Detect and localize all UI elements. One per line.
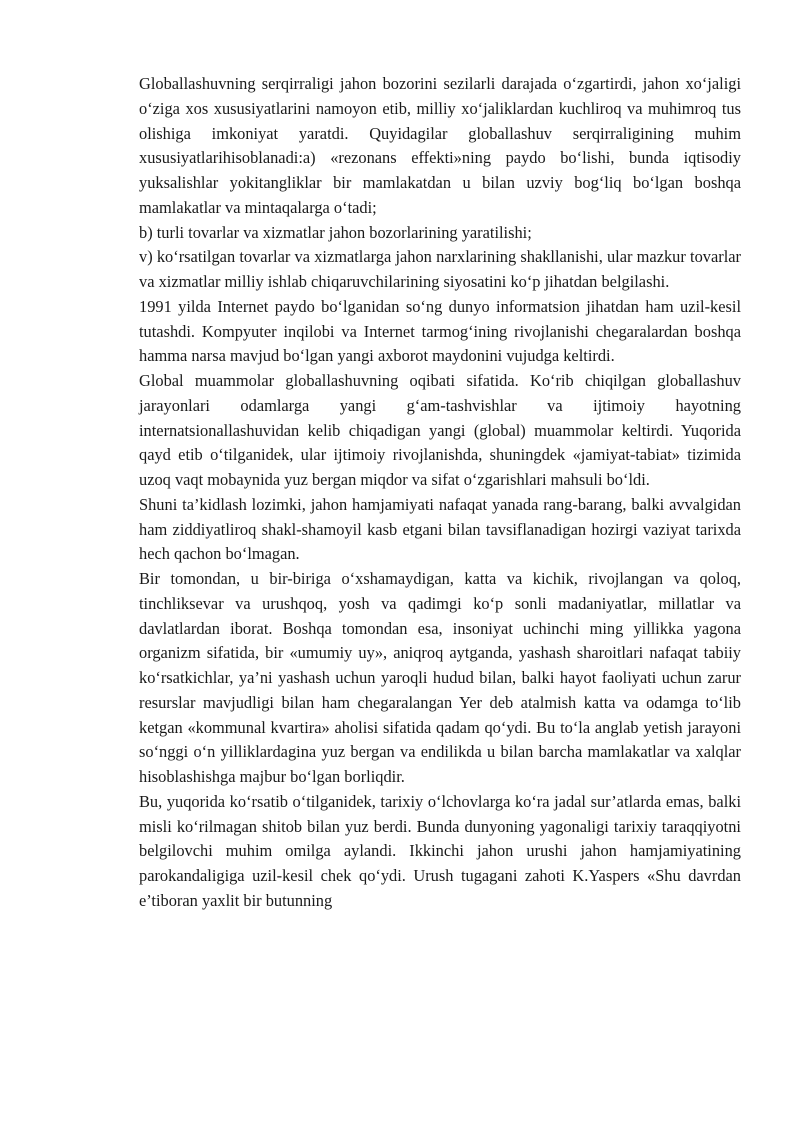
paragraph-world-community: Shuni ta’kidlash lozimki, jahon hamjamiyati nafaqat yanada rang-barang, balki avvalgidan ham ziddiyatliroq shakl-shamoyil kasb etgani bilan tavsiflanadigan hozirgi vaziyat tarixda hech qachon bo‘lmagan.	[139, 494, 741, 564]
paragraph-globalization-features: Globallashuvning serqirraligi jahon bozorini sezilarli darajada o‘zgartirdi, jahon xo‘jaligi o‘ziga xos xususiyatlarini namoyon etib, milliy xo‘jaliklardan kuchliroq va muhimroq tus olishiga imkoniyat yaratdi. Quyidagilar globallashuv serqirraligining muhim xususiyatlarihisoblanadi:a) «rezonans effekti»ning paydo bo‘lishi, bunda iqtisodiy yuksalishlar yokitangliklar bir mamlakatdan u bilan uzviy bog‘liq bo‘lgan boshqa mamlakatlar va mintaqalarga o‘tadi;	[139, 74, 741, 217]
paragraph-internet-1991: 1991 yilda Internet paydo bo‘lganidan so‘ng dunyo informatsion jihatdan ham uzil-kesil tutashdi. Kompyuter inqilobi va Internet tarmog‘ining rivojlanishi chegaralardan boshqa hamma narsa mavjud bo‘lgan yangi axborot maydonini vujudga keltirdi.	[139, 296, 741, 366]
paragraph-unity-of-world: Bu, yuqorida ko‘rsatib o‘tilganidek, tarixiy o‘lchovlarga ko‘ra jadal sur’atlarda emas, balki misli ko‘rilmagan shitob bilan yuz berdi. Bunda dunyoning yagonaligi tarixiy taraqqiyotni belgilovchi muhim omilga aylandi. Ikkinchi jahon urushi jahon hamjamiyatining parokandaligiga uzil-kesil chek qo‘ydi. Urush tugagani zahoti K.Yaspers «Shu davrdan e’tiboran yaxlit bir butunning	[139, 791, 741, 910]
paragraph-common-home: Bir tomondan, u bir-biriga o‘xshamaydigan, katta va kichik, rivojlangan va qoloq, tinchliksevar va urushqoq, yosh va qadimgi ko‘p sonli madaniyatlar, millatlar va davlatlardan iborat. Boshqa tomondan esa, insoniyat uchinchi ming yillikka yagona organizm sifatida, bir «umumiy uy», aniqroq aytganda, yashash sharoitlari nafaqat tabiiy ko‘rsatkichlar, ya’ni yashash uchun yaroqli hudud bilan, balki hayot faoliyati uchun zarur resurslar mavjudligi bilan ham chegaralangan Yer deb atalmish katta va odamga to‘lib ketgan «kommunal kvartira» aholisi sifatida qadam qo‘ydi. Bu to‘la anglab yetish jarayoni so‘nggi o‘n yilliklardagina yuz bergan va endilikda u bilan barcha mamlakatlar va xalqlar hisoblashishga majbur bo‘lgan borliqdir.	[139, 569, 741, 786]
paragraph-item-b: b) turli tovarlar va xizmatlar jahon bozorlarining yaratilishi;	[139, 222, 532, 242]
paragraph-item-v: v) ko‘rsatilgan tovarlar va xizmatlarga jahon narxlarining shakllanishi, ular mazkur tovarlar va xizmatlar milliy ishlab chiqaruvchilarining siyosatini ko‘p jihatdan belgilashi.	[139, 247, 741, 291]
document-body	[139, 72, 741, 914]
paragraph-global-problems: Global muammolar globallashuvning oqibati sifatida. Ko‘rib chiqilgan globallashuv jarayonlari odamlarga yangi g‘am-tashvishlar va ijtimoiy hayotning internatsionallashuvidan kelib chiqadigan yangi (global) muammolar keltirdi. Yuqorida qayd etib o‘tilganidek, ular ijtimoiy rivojlanishda, shuningdek «jamiyat-tabiat» tizimida uzoq vaqt mobaynida yuz bergan miqdor va sifat o‘zgarishlari mahsuli bo‘ldi.	[139, 371, 741, 489]
